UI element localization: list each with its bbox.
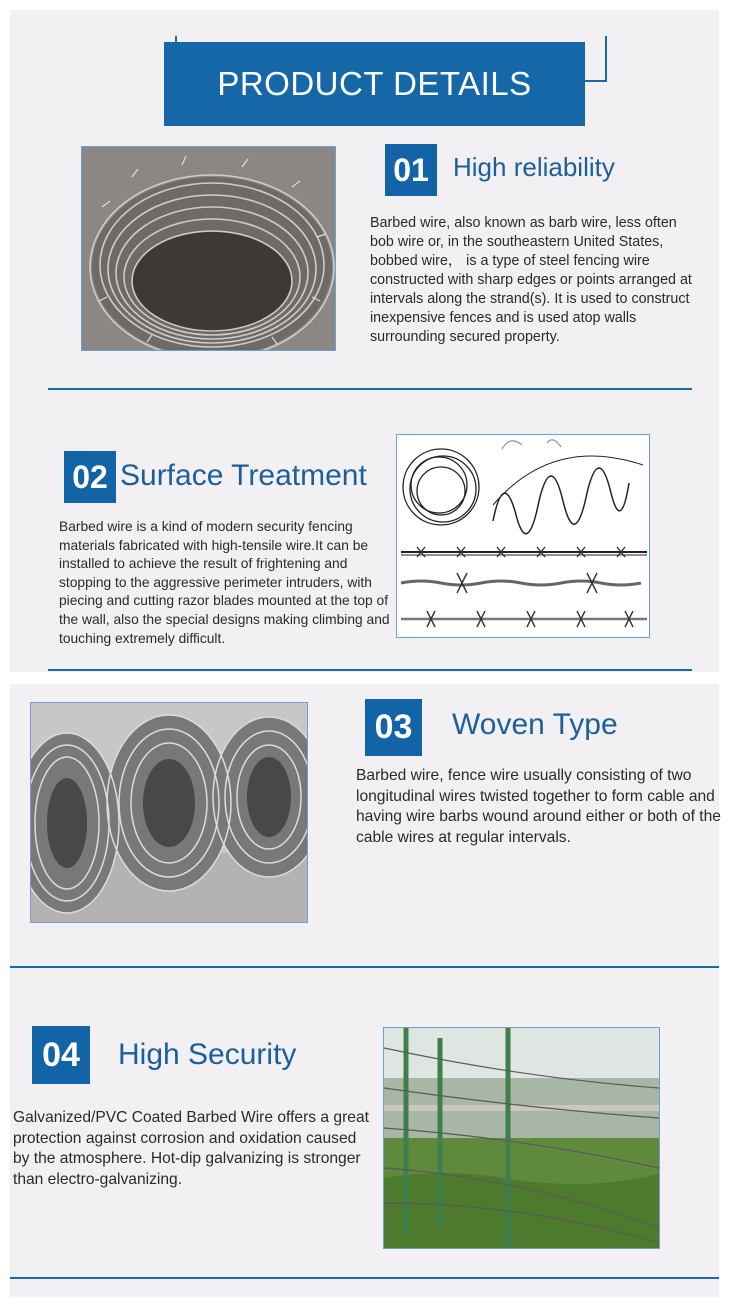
barbed-wire-rolls-photo (30, 702, 308, 923)
barbed-wire-coil-photo (81, 146, 336, 351)
page-title: PRODUCT DETAILS (164, 42, 585, 126)
section-02-heading: Surface Treatment (120, 459, 367, 492)
section-03-number: 03 (365, 699, 422, 756)
section-03-text: Barbed wire, fence wire usually consisting of two longitudinal wires twisted together to form cable and having wire barbs wound around either or both of the cable wires at regular intervals. (356, 767, 721, 846)
section-02-text: Barbed wire is a kind of modern security fencing materials fabricated with high-tensile wire.It can be installed to achieve the result of frightening and stopping to the aggressive perimeter intruders, with piecing and cutting razor blades mounted at the top of the wall, also the special designs making climbing and touching extremely difficult. (59, 519, 390, 646)
section-02-number: 02 (64, 451, 116, 503)
header-line-right-v (605, 36, 607, 82)
divider-3 (10, 966, 719, 968)
section-01-heading: High reliability (453, 152, 615, 182)
header-line-right-h (585, 80, 607, 82)
section-04-text: Galvanized/PVC Coated Barbed Wire offers a great protection against corrosion and oxidation caused by the atmosphere. Hot-dip galvanizing is stronger than electro-galvanizing. (13, 1109, 369, 1188)
barbed-wire-types-illustration (396, 434, 650, 638)
divider-1 (48, 388, 692, 390)
section-04-heading: High Security (118, 1038, 297, 1071)
section-03-heading: Woven Type (452, 708, 618, 741)
divider-4 (10, 1277, 719, 1279)
barbed-wire-fence-photo (383, 1027, 660, 1249)
divider-2 (48, 669, 692, 671)
section-04-number: 04 (32, 1026, 90, 1084)
section-01-number: 01 (385, 144, 437, 196)
section-01-text: Barbed wire, also known as barb wire, less often bob wire or, in the southeastern United States, bobbed wire， is a type of steel fencing wire constructed with sharp edges or points arranged at intervals along the strand(s). It is used to construct inexpensive fences and is used atop walls surrounding secured property. (370, 215, 692, 345)
